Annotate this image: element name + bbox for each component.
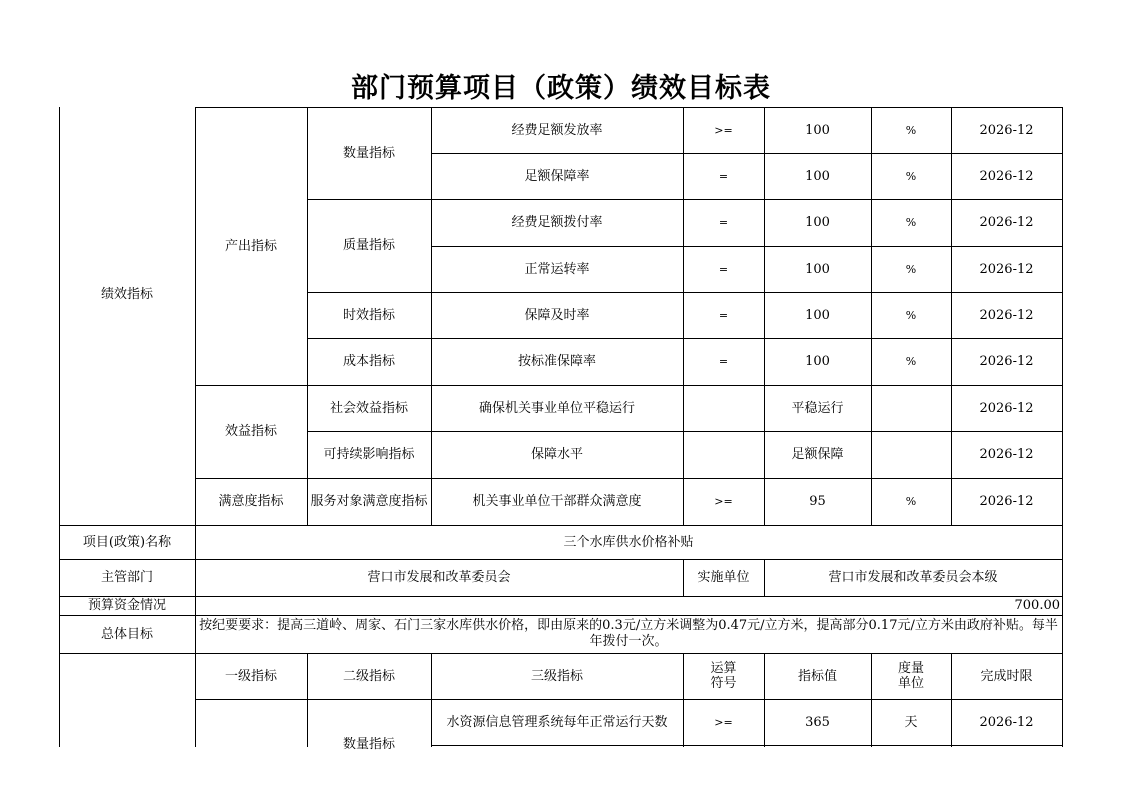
target-value: 足额保障 — [791, 447, 844, 462]
target-value: 100 — [805, 122, 830, 138]
deadline: 2026-12 — [979, 168, 1034, 184]
dept-value: 营口市发展和改革委员会 — [367, 570, 511, 585]
operator — [683, 385, 764, 431]
indicator-name: 经费足额拨付率 — [511, 215, 603, 230]
deadline: 2026-12 — [979, 354, 1034, 369]
l3-sustainable-impact-indicator: 可持续影响指标 — [323, 447, 415, 462]
operator: = — [718, 308, 729, 322]
indicator-name: 足额保障率 — [524, 168, 590, 184]
indicator-name: 水资源信息管理系统每年正常运行天数 — [446, 714, 668, 730]
impl-value: 营口市发展和改革委员会本级 — [828, 570, 998, 585]
operator: = — [718, 355, 729, 368]
target-value: 100 — [805, 168, 830, 184]
l3-social-benefit-indicator: 社会效益指标 — [329, 400, 408, 416]
impl-label: 实施单位 — [697, 570, 750, 585]
unit: % — [905, 262, 917, 276]
dept-label: 主管部门 — [100, 570, 153, 585]
unit: % — [905, 169, 917, 183]
funds-value: 700.00 — [1014, 598, 1060, 613]
deadline: 2026-12 — [979, 447, 1034, 462]
l3-timeliness-indicator: 时效指标 — [342, 307, 395, 323]
deadline: 2026-12 — [979, 494, 1034, 509]
funds-label: 预算资金情况 — [87, 598, 166, 613]
header-operator: 运算 符号 — [710, 661, 737, 691]
operator: = — [718, 216, 729, 229]
deadline: 2026-12 — [979, 307, 1034, 323]
unit: % — [905, 308, 917, 322]
unit: % — [905, 495, 917, 508]
operator: >= — [714, 123, 733, 137]
target-value: 100 — [805, 354, 830, 369]
unit: 天 — [904, 714, 918, 730]
l2-satisfaction-indicator: 满意度指标 — [218, 494, 284, 509]
deadline: 2026-12 — [979, 714, 1034, 730]
unit: % — [905, 123, 917, 137]
header-unit: 度量 单位 — [897, 661, 924, 691]
goal-label: 总体目标 — [100, 626, 153, 642]
target-value: 平稳运行 — [791, 400, 844, 416]
indicator-name: 机关事业单位干部群众满意度 — [472, 494, 642, 509]
page-title: 部门预算项目（政策）绩效目标表 — [351, 73, 771, 104]
indicator-name: 保障水平 — [530, 447, 583, 462]
target-value: 100 — [805, 261, 830, 277]
project-name-value: 三个水库供水价格补贴 — [563, 534, 694, 550]
target-value: 100 — [805, 215, 830, 230]
project-name-label: 项目(政策)名称 — [82, 534, 172, 550]
target-value: 95 — [809, 494, 826, 509]
header-value: 指标值 — [797, 668, 837, 684]
l1-performance-indicator: 绩效指标 — [100, 287, 153, 302]
header-l1: 一级指标 — [224, 668, 277, 684]
unit: % — [905, 216, 917, 229]
operator: = — [718, 262, 729, 276]
l2-benefit-indicator: 效益指标 — [224, 424, 277, 439]
indicator-name: 经费足额发放率 — [511, 122, 603, 138]
indicator-name: 正常运转率 — [524, 261, 590, 277]
deadline: 2026-12 — [979, 400, 1034, 416]
l3-quality-indicator: 质量指标 — [342, 238, 395, 253]
l2-output-indicator: 产出指标 — [224, 238, 277, 254]
deadline: 2026-12 — [979, 122, 1034, 138]
header-l3: 三级指标 — [530, 668, 583, 684]
header-deadline: 完成时限 — [980, 668, 1033, 684]
unit — [871, 431, 951, 478]
deadline: 2026-12 — [979, 261, 1034, 277]
unit — [871, 385, 951, 431]
header-l2: 二级指标 — [342, 668, 395, 684]
indicator-name: 按标准保障率 — [517, 354, 596, 369]
goal-value: 按纪要要求：提高三道岭、周家、石门三家水库供水价格，即由原来的0.3元/立方米调整为0.47元/立方米，提高部分0.17元/立方米由政府补贴。每半年拨付一次。 — [199, 618, 1058, 649]
operator: = — [718, 169, 729, 183]
target-value: 365 — [805, 714, 830, 730]
l3-quantity-indicator-partial: 数量指标 — [342, 737, 395, 752]
l3-service-satisfaction-indicator: 服务对象满意度指标 — [310, 494, 428, 509]
unit: % — [905, 355, 917, 368]
operator: >= — [714, 495, 733, 508]
deadline: 2026-12 — [979, 215, 1034, 230]
l3-quantity-indicator: 数量指标 — [342, 145, 395, 161]
l3-cost-indicator: 成本指标 — [342, 354, 395, 369]
indicator-name: 保障及时率 — [524, 307, 590, 323]
target-value: 100 — [805, 307, 830, 323]
operator: >= — [714, 715, 733, 729]
operator — [683, 431, 764, 478]
indicator-name: 确保机关事业单位平稳运行 — [478, 400, 635, 416]
